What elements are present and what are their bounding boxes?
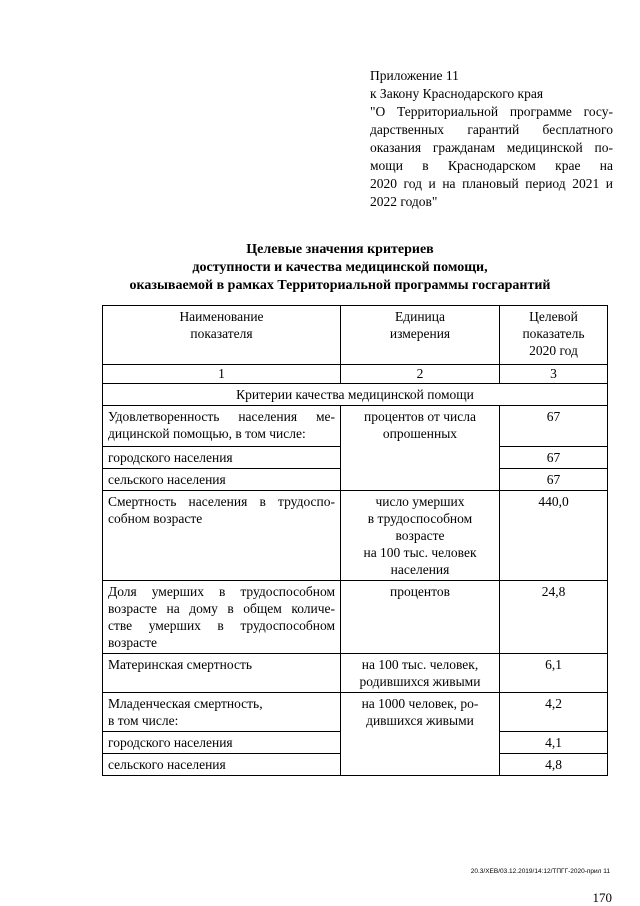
row-value: 440,0 (500, 491, 608, 581)
row-unit-text: на 1000 человек, ро- дившихся живыми (361, 696, 479, 728)
appendix-line: мощи в Краснодарском крае на (370, 158, 613, 173)
row-value: 4,2 (500, 693, 608, 732)
row-name: сельского населения (103, 754, 341, 776)
appendix-line: "О Территориальной программе госу- (370, 104, 613, 119)
row-name-line: Удовлетворенность населения ме- (108, 409, 335, 424)
header-value (500, 306, 608, 365)
table-row (103, 654, 608, 693)
page-number: 170 (592, 890, 612, 905)
row-value: 24,8 (500, 581, 608, 654)
appendix-line: оказания гражданам медицинской по- (370, 140, 613, 155)
row-unit (341, 693, 500, 776)
row-unit-text: процентов от числа опрошенных (364, 409, 476, 441)
title-line: оказываемой в рамках Территориальной программы госгарантий (129, 278, 551, 293)
row-name-text: Младенческая смертность, в том числе: (108, 696, 263, 728)
row-name: Материнская смертность (103, 654, 341, 693)
appendix-line: 2020 год и на плановый период 2021 и (370, 176, 613, 191)
appendix-line: Приложение 11 (370, 68, 459, 83)
row-name (103, 581, 341, 654)
table-row (103, 581, 608, 654)
title-line: Целевые значения критериев (246, 242, 434, 257)
appendix-line: к Закону Краснодарского края (370, 86, 544, 101)
row-name (103, 491, 341, 581)
appendix-block (370, 67, 613, 211)
row-name: сельского населения (103, 469, 341, 491)
col-number: 2 (341, 365, 500, 384)
criteria-table (102, 305, 608, 776)
row-unit-text: на 100 тыс. человек, родившихся живыми (359, 657, 481, 689)
row-unit (341, 654, 500, 693)
row-unit (341, 406, 500, 491)
row-value: 67 (500, 406, 608, 447)
appendix-line: 2022 годов" (370, 194, 438, 209)
column-number-row (103, 365, 608, 384)
header-value-text: Целевой показатель 2020 год (522, 309, 585, 358)
document-code: 20.3/XEB/03.12.2019/14:12/ТПГГ-2020-прил 11 (470, 868, 610, 875)
row-name (103, 406, 341, 447)
row-name-line: возрасте (108, 635, 157, 650)
row-name-line: Смертность населения в трудоспо- (108, 494, 335, 509)
row-name-line: стве умерших в трудоспособном (108, 618, 335, 633)
row-value: 4,8 (500, 754, 608, 776)
table-row (103, 406, 608, 447)
table-row (103, 491, 608, 581)
title-line: доступности и качества медицинской помощи, (192, 260, 488, 275)
row-unit (341, 491, 500, 581)
row-name: городского населения (103, 447, 341, 469)
row-value: 6,1 (500, 654, 608, 693)
row-unit-text: число умерших в трудоспособном возрасте на 100 тыс. человек населения (363, 494, 477, 577)
row-unit (341, 581, 500, 654)
appendix-line: дарственных гарантий бесплатного (370, 122, 613, 137)
table-row (103, 693, 608, 732)
row-value: 67 (500, 447, 608, 469)
row-name: городского населения (103, 732, 341, 754)
row-name-line: возрасте на дому в общем количе- (108, 601, 335, 616)
header-unit-text: Единица измерения (389, 309, 451, 341)
row-unit-text: процентов (389, 584, 450, 599)
row-value: 67 (500, 469, 608, 491)
table-header-row (103, 306, 608, 365)
col-number: 3 (500, 365, 608, 384)
row-name-line: Доля умерших в трудоспособном (108, 584, 335, 599)
header-name-text: Наименование показателя (179, 309, 264, 341)
row-name-line: дицинской помощью, в том числе: (108, 426, 306, 441)
header-name (103, 306, 341, 365)
header-unit (341, 306, 500, 365)
document-title (90, 241, 590, 295)
row-value: 4,1 (500, 732, 608, 754)
row-name-line: собном возрасте (108, 511, 203, 526)
row-name (103, 693, 341, 732)
col-number: 1 (103, 365, 341, 384)
section-row (103, 384, 608, 406)
section-title: Критерии качества медицинской помощи (103, 384, 608, 406)
